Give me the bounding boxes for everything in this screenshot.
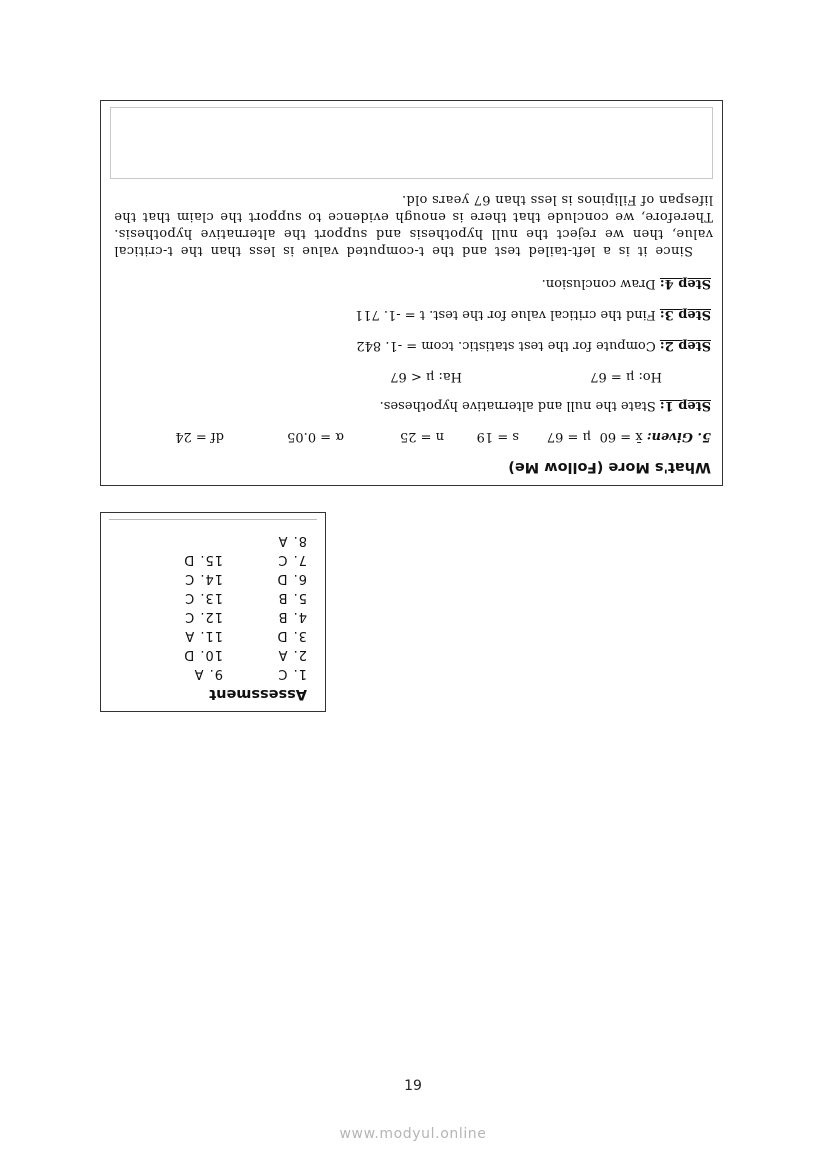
answer-item: 2. A — [277, 647, 307, 662]
given-mu: μ = 67 — [546, 429, 591, 444]
step-3: Step 3: Find the critical value for the test. t = -1. 711 — [354, 307, 711, 322]
divider — [109, 519, 317, 520]
null-hypothesis: Ho: μ = 67 — [590, 369, 662, 384]
watermark: www.modyul.online — [339, 1126, 487, 1142]
answer-item: 14. C — [184, 571, 223, 586]
given-xbar: 5. Given: x̄ = 60 — [599, 429, 711, 444]
answer-item — [153, 532, 223, 549]
answer-item: 13. C — [184, 590, 223, 605]
answer-key-grid — [109, 532, 307, 682]
page-number: 19 — [404, 1078, 422, 1094]
assessment-title: Assessment — [209, 686, 307, 702]
step-2: Step 2: Compute for the test statistic. tcom = -1. 842 — [356, 338, 711, 353]
given-alpha: α = 0.05 — [287, 429, 344, 444]
whats-more-box — [100, 100, 723, 486]
answer-item: 3. D — [276, 628, 307, 643]
answer-item: 8. A — [277, 533, 307, 548]
answer-item: 7. C — [277, 552, 307, 567]
given-row — [110, 428, 711, 445]
assessment-box — [100, 512, 326, 712]
answer-item: 15. D — [183, 552, 223, 567]
empty-answer-box — [110, 107, 713, 179]
answer-item: 5. B — [277, 590, 307, 605]
answer-item: 12. C — [184, 609, 223, 624]
hypotheses-row — [110, 368, 713, 385]
answer-item: 1. C — [277, 666, 307, 681]
given-s: s = 19 — [476, 429, 519, 444]
answer-item: 6. D — [276, 571, 307, 586]
given-n: n = 25 — [399, 429, 444, 444]
answer-item: 11. A — [184, 628, 223, 643]
conclusion-paragraph: Since it is a left-tailed test and the t-computed value is less than the t-critical value, then we reject the null hypothesis and support the alternative hypothesis. Therefore, we conclude that there is enough evidence to support the claim that the lifespan of Filipinos is less than 67 years old. — [114, 192, 713, 258]
answer-item: 10. D — [183, 647, 223, 662]
given-df: df = 24 — [175, 429, 224, 444]
answer-item: 4. B — [277, 609, 307, 624]
step-4: Step 4: Draw conclusion. — [541, 276, 711, 291]
step-1: Step 1: State the null and alternative hypotheses. — [379, 398, 711, 413]
alternative-hypothesis: Ha: μ < 67 — [390, 369, 462, 384]
answer-item: 9. A — [193, 666, 223, 681]
section-title: What's More (Follow Me) — [508, 459, 711, 475]
